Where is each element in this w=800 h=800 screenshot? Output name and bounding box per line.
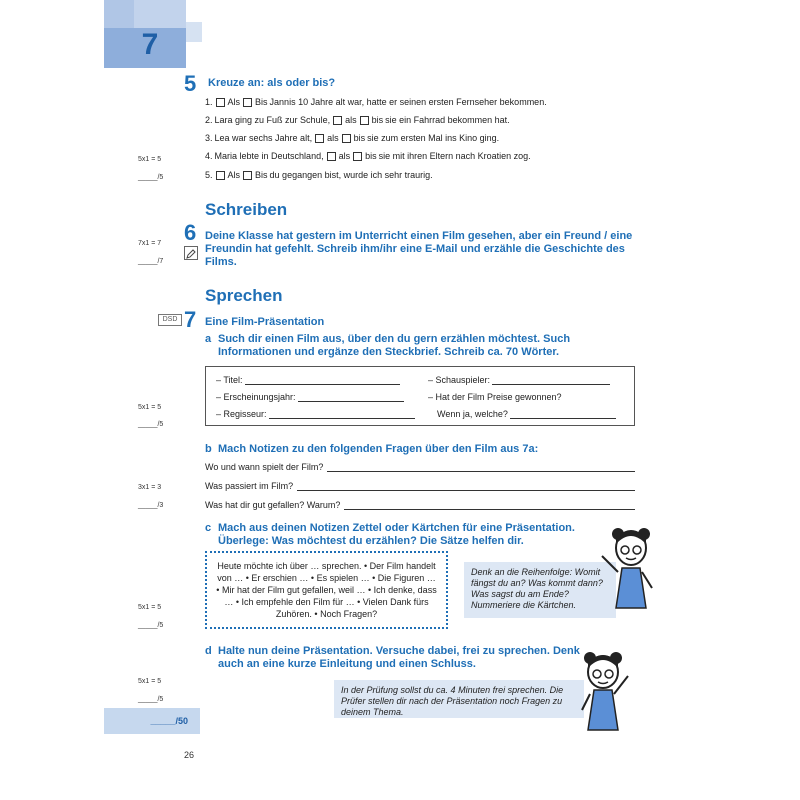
option-label: Als xyxy=(227,97,241,107)
ex7a-letter: a xyxy=(205,333,212,345)
ex7d-letter: d xyxy=(205,645,212,657)
checkbox[interactable] xyxy=(243,98,252,107)
ex7c-score-blank[interactable]: _____/5 xyxy=(138,622,164,629)
ex7b-letter: b xyxy=(205,443,212,455)
option-label: Bis xyxy=(255,170,268,180)
option-label: Bis xyxy=(255,97,268,107)
field-schauspieler[interactable] xyxy=(428,375,610,385)
field-line[interactable] xyxy=(269,410,415,419)
item-number: 5. xyxy=(205,170,213,180)
option-label: bis xyxy=(371,115,384,125)
exercise-5-number: 5 xyxy=(184,71,197,96)
item-text: Lara ging zu Fuß zur Schule, xyxy=(214,115,331,125)
arm-raised xyxy=(602,556,618,572)
field-line[interactable] xyxy=(492,376,610,385)
page-number: 26 xyxy=(184,750,195,760)
field-label: – Schauspieler: xyxy=(428,375,491,385)
ex7b-score-formula: 3x1 = 3 xyxy=(138,484,162,491)
exercise-7-title: Eine Film-Präsentation xyxy=(205,316,325,328)
girl-illustration-1 xyxy=(598,512,660,616)
item-text: sie ein Fahrrad bekommen hat. xyxy=(385,115,510,125)
question-text: Was hat dir gut gefallen? Warum? xyxy=(205,500,341,510)
checkbox[interactable] xyxy=(315,134,324,143)
section-title-sprechen: Sprechen xyxy=(205,286,283,305)
checkbox[interactable] xyxy=(216,171,225,180)
ex5-score-formula: 5x1 = 5 xyxy=(138,156,162,163)
dress xyxy=(616,568,646,608)
field-line[interactable] xyxy=(298,393,404,402)
ex7a-score-formula: 5x1 = 5 xyxy=(138,404,162,411)
ex5-item-2 xyxy=(205,115,510,125)
chapter-number: 7 xyxy=(141,28,159,61)
item-text: sie mit ihren Eltern nach Kroatien zog. xyxy=(378,151,531,161)
checkbox[interactable] xyxy=(333,116,342,125)
question-text: Wo und wann spielt der Film? xyxy=(205,462,324,472)
item-number: 3. xyxy=(205,133,213,143)
field-line[interactable] xyxy=(510,410,616,419)
option-label: als xyxy=(327,133,339,143)
hint-box-reihenfolge: Denk an die Reihenfolge: Womit fängst du an? Was kommt dann? Was sagst du am Ende? Nummeriere die Kärtchen. xyxy=(464,562,616,618)
ex7d-score-formula: 5x1 = 5 xyxy=(138,678,162,685)
pencil-icon xyxy=(184,246,198,260)
ex7d-instruction: Halte nun deine Präsentation. Versuche dabei, frei zu sprechen. Denk auch an eine kurze Einleitung und einen Schluss. xyxy=(218,645,580,670)
exercise-7-number: 7 xyxy=(184,307,197,332)
answer-line[interactable] xyxy=(297,482,635,491)
chapter-tab-bg-3 xyxy=(186,22,202,42)
ex7c-score-formula: 5x1 = 5 xyxy=(138,604,162,611)
ex7d-score-blank[interactable]: _____/5 xyxy=(138,696,164,703)
answer-line[interactable] xyxy=(344,501,635,510)
hint-box-pruefung: In der Prüfung sollst du ca. 4 Minuten frei sprechen. Die Prüfer stellen dir nach der Präsentation noch Fragen zu deinem Thema. xyxy=(334,680,584,718)
item-text: Maria lebte in Deutschland, xyxy=(214,151,324,161)
ex7c-letter: c xyxy=(205,522,212,534)
ex7b-instruction: Mach Notizen zu den folgenden Fragen über den Film aus 7a: xyxy=(218,443,539,455)
field-line[interactable] xyxy=(245,376,400,385)
question-line-2[interactable] xyxy=(205,481,635,491)
ex6-score-blank[interactable]: _____/7 xyxy=(138,258,164,265)
exercise-6-instruction: Deine Klasse hat gestern im Unterricht einen Film gesehen, aber ein Freund / eine Freundin hat gefehlt. Schreib ihm/ihr eine E-Mail und erzähle die Geschichte des Films. xyxy=(205,230,633,268)
item-text: Lea war sechs Jahre alt, xyxy=(214,133,313,143)
girl-illustration-2 xyxy=(570,640,634,740)
dsd-badge: DSD xyxy=(158,314,182,326)
field-titel[interactable] xyxy=(216,375,400,385)
section-title-schreiben: Schreiben xyxy=(205,200,288,219)
ex7a-score-blank[interactable]: _____/5 xyxy=(138,421,164,428)
field-regisseur[interactable] xyxy=(216,409,415,419)
total-score[interactable]: _____/50 xyxy=(150,716,188,726)
pencil-svg xyxy=(185,248,197,260)
item-number: 2. xyxy=(205,115,213,125)
option-label: als xyxy=(338,151,351,161)
chapter-tab-bg-4 xyxy=(104,0,134,28)
item-number: 4. xyxy=(205,151,213,161)
option-label: bis xyxy=(365,151,377,161)
item-text: du gegangen bist, wurde ich sehr traurig. xyxy=(269,170,433,180)
checkbox[interactable] xyxy=(216,98,225,107)
field-erscheinungsjahr[interactable] xyxy=(216,392,404,402)
ex5-item-4 xyxy=(205,151,531,161)
checkbox[interactable] xyxy=(360,116,369,125)
field-label: – Erscheinungsjahr: xyxy=(216,392,296,402)
arm-down xyxy=(582,694,590,710)
question-line-1[interactable] xyxy=(205,462,635,472)
ex5-item-3 xyxy=(205,133,499,143)
ex5-item-1 xyxy=(205,97,547,107)
option-label: Als xyxy=(227,170,241,180)
field-label: Wenn ja, welche? xyxy=(437,409,508,419)
field-label: – Hat der Film Preise gewonnen? xyxy=(428,392,562,402)
item-text: Jannis 10 Jahre alt war, hatte er seinen ersten Fernseher bekommen. xyxy=(269,97,547,107)
ex6-score-formula: 7x1 = 7 xyxy=(138,240,162,247)
field-label: – Titel: xyxy=(216,375,243,385)
steckbrief-box xyxy=(205,366,635,426)
option-label: bis xyxy=(353,133,366,143)
checkbox[interactable] xyxy=(327,152,336,161)
option-label: als xyxy=(345,115,357,125)
ex7c-instruction: Mach aus deinen Notizen Zettel oder Kärtchen für eine Präsentation. Überlege: Was möchtest du erzählen? Die Sätze helfen dir. xyxy=(218,522,575,547)
checkbox[interactable] xyxy=(353,152,362,161)
item-number: 1. xyxy=(205,97,213,107)
phrase-box: Heute möchte ich über … sprechen. • Der Film handelt von … • Er erschien … • Es spielen … • Die Figuren … • Mir hat der Film gut gefallen, weil … • Ich denke, dass … • Ich empfehle den Film für … • Vielen Dank fürs Zuhören. • Noch Fragen? xyxy=(205,551,448,629)
field-welche[interactable] xyxy=(437,409,616,419)
field-label: – Regisseur: xyxy=(216,409,267,419)
question-text: Was passiert im Film? xyxy=(205,481,294,491)
total-score-box xyxy=(104,708,200,734)
arm-down xyxy=(642,572,652,588)
item-text: sie zum ersten Mal ins Kino ging. xyxy=(367,133,500,143)
question-line-3[interactable] xyxy=(205,500,635,510)
checkbox[interactable] xyxy=(342,134,351,143)
field-preise xyxy=(428,392,562,402)
checkbox[interactable] xyxy=(243,171,252,180)
dress xyxy=(588,690,618,730)
exercise-5-instruction: Kreuze an: als oder bis? xyxy=(208,77,336,89)
ex5-item-5 xyxy=(205,170,433,180)
answer-line[interactable] xyxy=(327,463,635,472)
ex5-score-blank[interactable]: _____/5 xyxy=(138,174,164,181)
ex7b-score-blank[interactable]: _____/3 xyxy=(138,502,164,509)
ex7a-instruction: Such dir einen Film aus, über den du gern erzählen möchtest. Such Informationen und ergänze den Steckbrief. Schreib ca. 70 Wörter. xyxy=(218,333,571,358)
exercise-6-number: 6 xyxy=(184,220,197,245)
